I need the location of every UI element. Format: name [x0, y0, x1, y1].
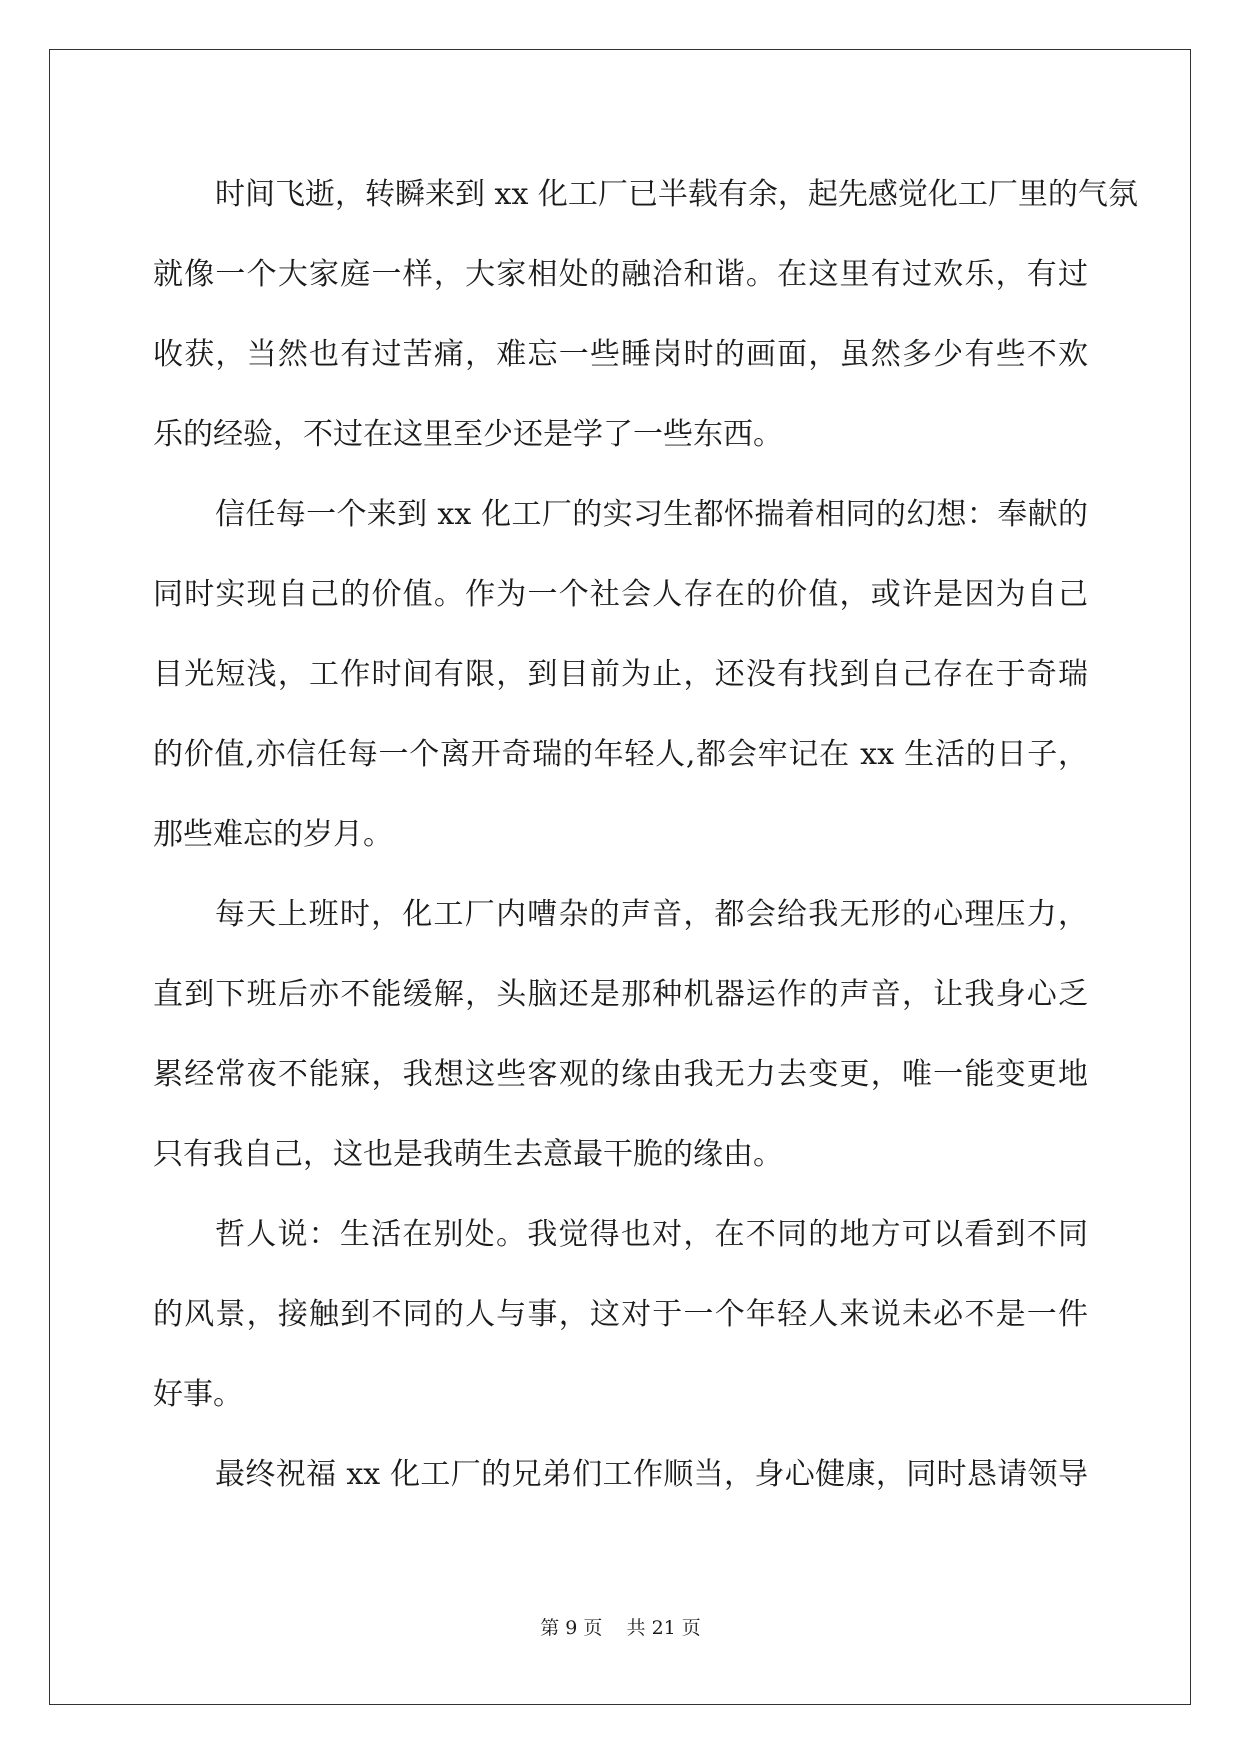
paragraph-line: 最终祝福 xx 化工厂的兄弟们工作顺当，身心健康，同时恳请领导: [215, 1457, 1088, 1492]
paragraph-line: 的风景，接触到不同的人与事，这对于一个年轻人来说未必不是一件: [153, 1297, 1088, 1332]
paragraph-line: 乐的经验，不过在这里至少还是学了一些东西。: [153, 417, 783, 452]
paragraph-line: 累经常夜不能寐，我想这些客观的缘由我无力去变更，唯一能变更地: [153, 1057, 1088, 1092]
document-body: [153, 155, 1138, 1515]
paragraph-line: 只有我自己，这也是我萌生去意最干脆的缘由。: [153, 1137, 783, 1172]
paragraph-line: 收获，当然也有过苦痛，难忘一些睡岗时的画面，虽然多少有些不欢: [153, 337, 1088, 372]
paragraph-line: 哲人说：生活在别处。我觉得也对，在不同的地方可以看到不同: [215, 1217, 1088, 1252]
paragraph-line: 每天上班时，化工厂内嘈杂的声音，都会给我无形的心理压力，: [215, 897, 1088, 932]
paragraph-line: 目光短浅，工作时间有限，到目前为止，还没有找到自己存在于奇瑞: [153, 657, 1088, 692]
paragraph-line: 那些难忘的岁月。: [153, 817, 393, 852]
page-number-footer: [0, 1616, 1241, 1640]
paragraph-line: 的价值,亦信任每一个离开奇瑞的年轻人,都会牢记在 xx 生活的日子，: [153, 737, 1088, 772]
paragraph-line: 同时实现自己的价值。作为一个社会人存在的价值，或许是因为自己: [153, 577, 1088, 612]
paragraph-line: 好事。: [153, 1377, 243, 1412]
paragraph-line: 信任每一个来到 xx 化工厂的实习生都怀揣着相同的幻想：奉献的: [215, 497, 1088, 532]
paragraph-line: 就像一个大家庭一样，大家相处的融洽和谐。在这里有过欢乐，有过: [153, 257, 1088, 292]
paragraph-line: 直到下班后亦不能缓解，头脑还是那种机器运作的声音，让我身心乏: [153, 977, 1088, 1012]
page-number-label: 第 9 页 共 21 页: [540, 1617, 701, 1639]
paragraph-line: 时间飞逝，转瞬来到 xx 化工厂已半载有余，起先感觉化工厂里的气氛: [215, 177, 1138, 212]
